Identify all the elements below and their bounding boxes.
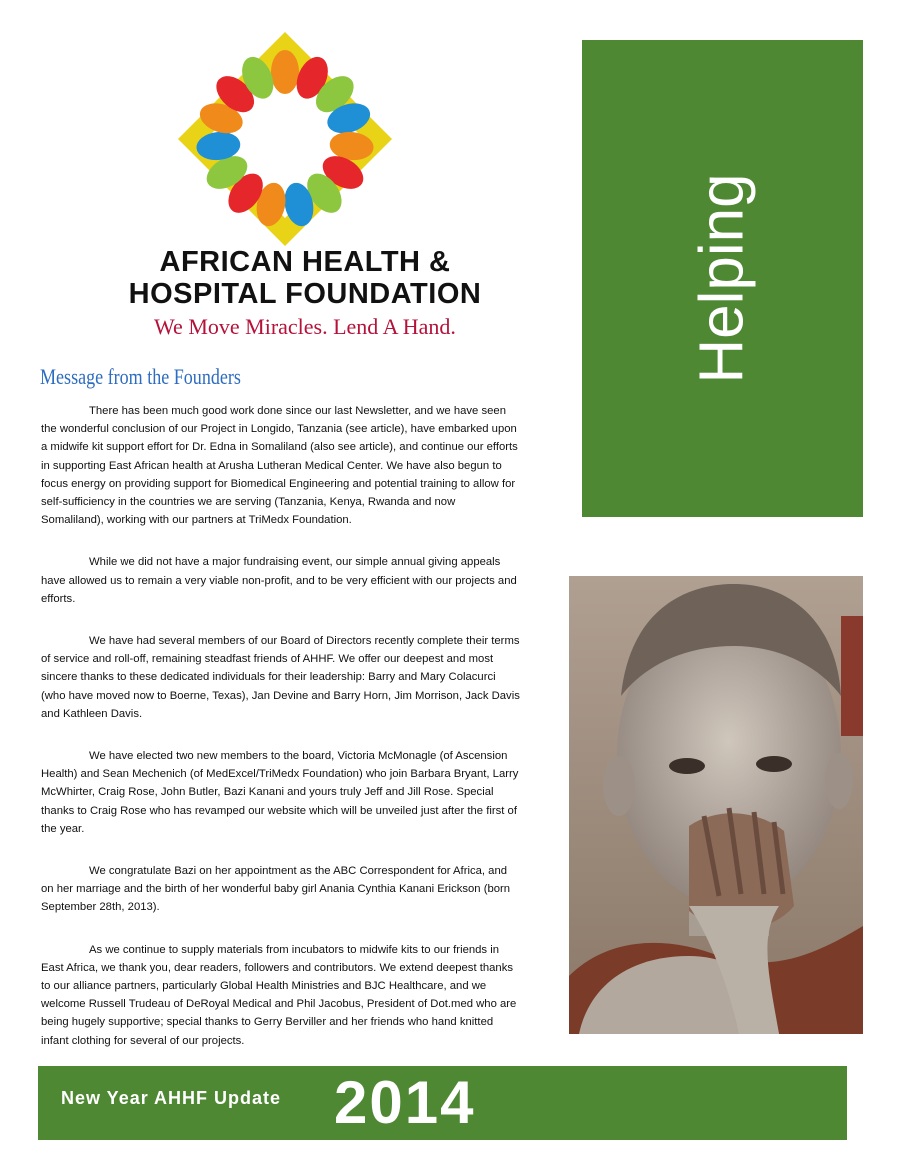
organization-name — [60, 246, 550, 310]
message-body — [41, 402, 520, 1074]
message-paragraph: While we did not have a major fundraising event, our simple annual giving appeals have allowed us to remain a very viable non-profit, and to be very efficient with our projects and efforts. — [41, 556, 517, 605]
helping-banner-text: Helping — [688, 173, 757, 384]
message-paragraph: We have had several members of our Board of Directors recently complete their terms of service and roll-off, remaining steadfast friends of AHHF. We offer our deepest and most sincere thanks to these dedicated individuals for their leadership: Barry and Mary Colacurci (who have moved now to Boerne, Texas), Jan Devine and Barry Horn, Jim Morrison, Jack Davis and Kathleen Davis. — [41, 635, 520, 720]
child-portrait-photo — [569, 576, 863, 1034]
footer-banner — [38, 1066, 847, 1140]
helping-banner — [582, 40, 863, 517]
message-heading: Message from the Founders — [40, 364, 241, 389]
footer-label: New Year AHHF Update — [61, 1088, 282, 1108]
message-paragraph: We have elected two new members to the board, Victoria McMonagle (of Ascension Health) and Sean Mechenich (of MedExcel/TriMedx Foundation) who join Barbara Bryant, Larry McWhirter, Craig Rose, John Butler, Bazi Kanani and yours truly Jeff and Jill Rose. Special thanks to Craig Rose who has revamped our website which will be unveiled just after the first of the year. — [41, 750, 519, 835]
message-paragraph: We congratulate Bazi on her appointment as the ABC Correspondent for Africa, and on her marriage and the birth of her wonderful baby girl Anania Cynthia Kanani Erickson (born September 28th, 2013). — [41, 865, 511, 914]
org-name-line-1: AFRICAN HEALTH & — [159, 246, 451, 278]
message-paragraph: As we continue to supply materials from incubators to midwife kits to our friends in East Africa, we thank you, dear readers, followers and contributors. We extend deepest thanks to our alliance partners, particularly Global Health Ministries and BJC Healthcare, and we welcome Russell Trudeau of DeRoyal Medical and Phil Jacobus, President of Dot.med who are being hugely supportive; special thanks to Gerry Berviller and her friends who hand knitted infant clothing for several of our projects. — [41, 943, 517, 1047]
hands-circle-logo-icon — [176, 30, 394, 248]
message-paragraph: There has been much good work done since our last Newsletter, and we have seen the wonderful conclusion of our Project in Longido, Tanzania (see article), have embarked upon a midwife kit support effort for Dr. Edna in Somaliland (also see article), and continue our efforts in supporting East African health at Arusha Lutheran Medical Center. We have also begun to focus energy on providing support for Biomedical Engineering and potential training to allow for self-sufficiency in the countries we are serving (Tanzania, Kenya, Rwanda and now Somaliland), working with our partners at TriMedx Foundation. — [41, 405, 518, 527]
footer-year: 2014 — [334, 1069, 476, 1136]
tagline: We Move Miracles. Lend A Hand. — [154, 314, 456, 339]
org-name-line-2: HOSPITAL FOUNDATION — [128, 278, 482, 310]
